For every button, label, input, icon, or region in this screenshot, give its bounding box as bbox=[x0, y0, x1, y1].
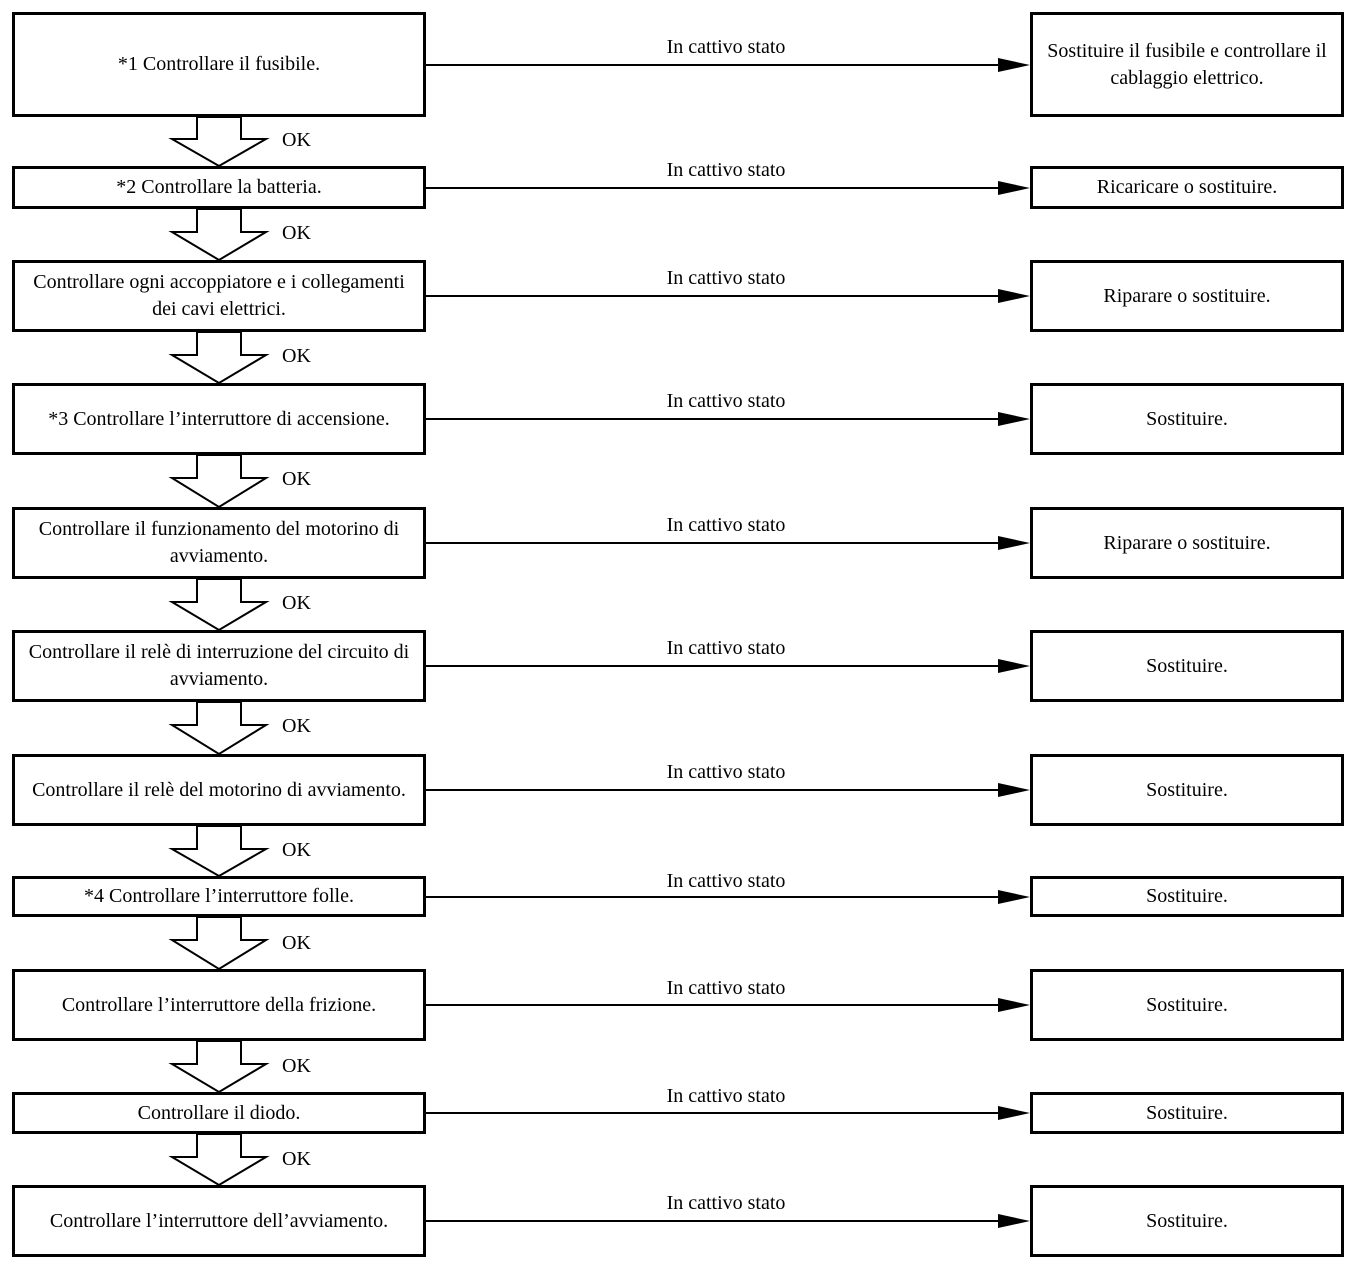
bad-condition-arrowhead bbox=[998, 58, 1030, 72]
ok-label: OK bbox=[282, 468, 311, 490]
ok-down-arrow bbox=[172, 209, 266, 260]
ok-down-arrow bbox=[172, 1041, 266, 1092]
bad-condition-label: In cattivo stato bbox=[666, 761, 786, 783]
remedy-box-start-switch: Sostituire. bbox=[1030, 1185, 1344, 1257]
check-box-cutoff-relay: Controllare il relè di interruzione del circuito di avviamento. bbox=[12, 630, 426, 702]
bad-condition-arrowhead bbox=[998, 783, 1030, 797]
ok-label: OK bbox=[282, 592, 311, 614]
bad-condition-arrowhead bbox=[998, 659, 1030, 673]
check-box-neutral-switch: *4 Controllare l’interruttore folle. bbox=[12, 876, 426, 917]
check-box-clutch-switch: Controllare l’interruttore della frizione. bbox=[12, 969, 426, 1041]
ok-down-arrow bbox=[172, 1134, 266, 1185]
ok-down-arrow bbox=[172, 579, 266, 630]
remedy-box-battery: Ricaricare o sostituire. bbox=[1030, 166, 1344, 209]
bad-condition-label: In cattivo stato bbox=[666, 36, 786, 58]
remedy-box-ignition-switch: Sostituire. bbox=[1030, 383, 1344, 455]
bad-condition-label: In cattivo stato bbox=[666, 977, 786, 999]
ok-label: OK bbox=[282, 222, 311, 244]
check-box-connectors: Controllare ogni accoppiatore e i collegamenti dei cavi elettrici. bbox=[12, 260, 426, 332]
check-box-starter-motor: Controllare il funzionamento del motorino di avviamento. bbox=[12, 507, 426, 579]
bad-condition-label: In cattivo stato bbox=[666, 159, 786, 181]
bad-condition-arrowhead bbox=[998, 890, 1030, 904]
check-box-battery: *2 Controllare la batteria. bbox=[12, 166, 426, 209]
bad-condition-label: In cattivo stato bbox=[666, 1085, 786, 1107]
ok-down-arrow bbox=[172, 917, 266, 969]
check-box-start-switch: Controllare l’interruttore dell’avviamento. bbox=[12, 1185, 426, 1257]
bad-condition-arrowhead bbox=[998, 181, 1030, 195]
check-box-starter-relay: Controllare il relè del motorino di avviamento. bbox=[12, 754, 426, 826]
remedy-box-diode: Sostituire. bbox=[1030, 1092, 1344, 1134]
remedy-box-starter-relay: Sostituire. bbox=[1030, 754, 1344, 826]
remedy-box-cutoff-relay: Sostituire. bbox=[1030, 630, 1344, 702]
bad-condition-label: In cattivo stato bbox=[666, 514, 786, 536]
bad-condition-arrowhead bbox=[998, 289, 1030, 303]
bad-condition-arrowhead bbox=[998, 412, 1030, 426]
ok-down-arrow bbox=[172, 117, 266, 166]
bad-condition-label: In cattivo stato bbox=[666, 1192, 786, 1214]
remedy-box-clutch-switch: Sostituire. bbox=[1030, 969, 1344, 1041]
ok-label: OK bbox=[282, 932, 311, 954]
remedy-box-starter-motor: Riparare o sostituire. bbox=[1030, 507, 1344, 579]
bad-condition-arrowhead bbox=[998, 998, 1030, 1012]
ok-down-arrow bbox=[172, 332, 266, 383]
check-box-ignition-switch: *3 Controllare l’interruttore di accensione. bbox=[12, 383, 426, 455]
ok-label: OK bbox=[282, 1148, 311, 1170]
ok-label: OK bbox=[282, 1055, 311, 1077]
bad-condition-label: In cattivo stato bbox=[666, 870, 786, 892]
remedy-box-connectors: Riparare o sostituire. bbox=[1030, 260, 1344, 332]
remedy-box-neutral-switch: Sostituire. bbox=[1030, 876, 1344, 917]
ok-label: OK bbox=[282, 345, 311, 367]
check-box-fuse: *1 Controllare il fusibile. bbox=[12, 12, 426, 117]
bad-condition-arrowhead bbox=[998, 1214, 1030, 1228]
bad-condition-arrowhead bbox=[998, 1106, 1030, 1120]
ok-down-arrow bbox=[172, 455, 266, 507]
bad-condition-label: In cattivo stato bbox=[666, 637, 786, 659]
bad-condition-arrowhead bbox=[998, 536, 1030, 550]
ok-label: OK bbox=[282, 839, 311, 861]
check-box-diode: Controllare il diodo. bbox=[12, 1092, 426, 1134]
ok-label: OK bbox=[282, 129, 311, 151]
remedy-box-fuse: Sostituire il fusibile e controllare il cablaggio elettrico. bbox=[1030, 12, 1344, 117]
bad-condition-label: In cattivo stato bbox=[666, 390, 786, 412]
bad-condition-label: In cattivo stato bbox=[666, 267, 786, 289]
ok-down-arrow bbox=[172, 702, 266, 754]
ok-label: OK bbox=[282, 715, 311, 737]
ok-down-arrow bbox=[172, 826, 266, 876]
